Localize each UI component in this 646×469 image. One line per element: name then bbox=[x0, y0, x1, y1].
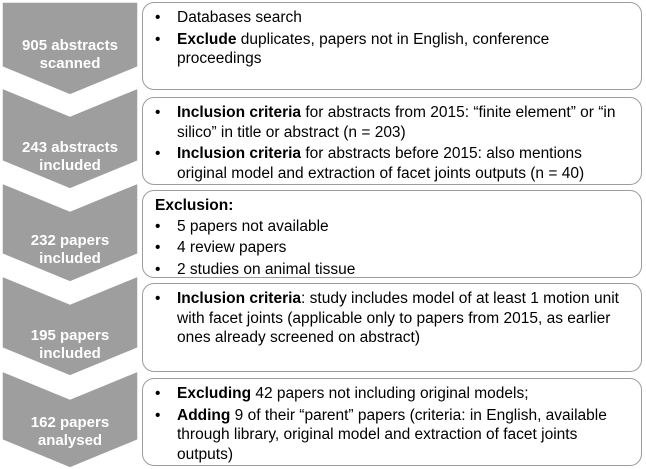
stage-criteria-box-5 bbox=[142, 378, 642, 466]
criteria-text: 2 studies on animal tissue bbox=[177, 260, 356, 278]
criteria-list bbox=[155, 217, 631, 280]
criteria-list bbox=[155, 103, 631, 183]
criteria-keyword: Inclusion criteria bbox=[177, 290, 302, 307]
criteria-item bbox=[155, 144, 631, 183]
stage-count: 232 papers bbox=[30, 232, 110, 249]
stage-criteria-box-4 bbox=[142, 283, 642, 372]
stage-status: included bbox=[39, 157, 101, 174]
bullet-icon: • bbox=[155, 9, 161, 26]
criteria-keyword: Inclusion criteria bbox=[177, 145, 302, 162]
stage-label-5 bbox=[2, 414, 138, 450]
criteria-text: duplicates, papers not in English, conference proceedings bbox=[177, 30, 550, 67]
bullet-icon: • bbox=[155, 104, 161, 121]
bullet-icon: • bbox=[155, 239, 161, 256]
stage-label-2 bbox=[2, 139, 138, 175]
criteria-keyword: Inclusion criteria bbox=[177, 104, 302, 121]
criteria-item bbox=[155, 238, 631, 258]
stage-status: included bbox=[39, 250, 101, 267]
stage-status: scanned bbox=[39, 55, 101, 72]
stage-criteria-box-2 bbox=[142, 97, 642, 185]
criteria-text: for abstracts from 2015: “finite element” or “in silico” in title or abstract (n = 203) bbox=[177, 104, 616, 141]
criteria-text: 42 papers not including original models; bbox=[251, 385, 529, 402]
stage-label-1 bbox=[2, 37, 138, 73]
bullet-icon: • bbox=[155, 406, 161, 424]
criteria-list bbox=[155, 8, 631, 69]
criteria-item bbox=[155, 260, 631, 280]
bullet-icon: • bbox=[155, 260, 161, 278]
criteria-item bbox=[155, 8, 631, 28]
criteria-item bbox=[155, 103, 631, 142]
criteria-text: 9 of their “parent” papers (criteria: in English, available through library, original model and extraction of facet joints outputs) bbox=[177, 406, 607, 463]
bullet-icon: • bbox=[155, 290, 161, 307]
stage-count: 162 papers bbox=[30, 414, 110, 431]
stage-criteria-box-1 bbox=[142, 2, 642, 90]
bullet-icon: • bbox=[155, 385, 161, 402]
stage-label-3 bbox=[2, 232, 138, 268]
criteria-list bbox=[155, 384, 631, 464]
stage-status: included bbox=[39, 345, 101, 362]
criteria-text: : study includes model of at least 1 motion unit with facet joints (applicable only to papers from 2015, as earlier ones already screened on abstract) bbox=[177, 290, 619, 346]
criteria-item bbox=[155, 406, 631, 465]
stage-criteria-box-3 bbox=[142, 190, 642, 278]
criteria-item bbox=[155, 217, 631, 237]
bullet-icon: • bbox=[155, 30, 161, 48]
criteria-keyword: Excluding bbox=[177, 385, 252, 402]
criteria-text: Databases search bbox=[177, 9, 302, 26]
criteria-item bbox=[155, 384, 631, 404]
criteria-keyword: Exclude bbox=[177, 30, 237, 48]
bullet-icon: • bbox=[155, 217, 161, 235]
stage-label-4 bbox=[2, 327, 138, 363]
criteria-item bbox=[155, 289, 631, 348]
stage-count: 243 abstracts bbox=[22, 139, 118, 156]
criteria-text: for abstracts before 2015: also mentions original model and extraction of facet joints outputs (n = 40) bbox=[177, 145, 585, 182]
criteria-text: 4 review papers bbox=[177, 239, 287, 256]
criteria-item bbox=[155, 30, 631, 69]
criteria-text: 5 papers not available bbox=[177, 217, 329, 235]
stage-count: 195 papers bbox=[30, 327, 110, 344]
criteria-list bbox=[155, 289, 631, 348]
criteria-keyword: Adding bbox=[177, 406, 231, 424]
stage-count: 905 abstracts bbox=[22, 37, 118, 54]
bullet-icon: • bbox=[155, 145, 161, 162]
stage-status: analysed bbox=[37, 432, 103, 449]
criteria-heading: Exclusion: bbox=[155, 197, 234, 214]
